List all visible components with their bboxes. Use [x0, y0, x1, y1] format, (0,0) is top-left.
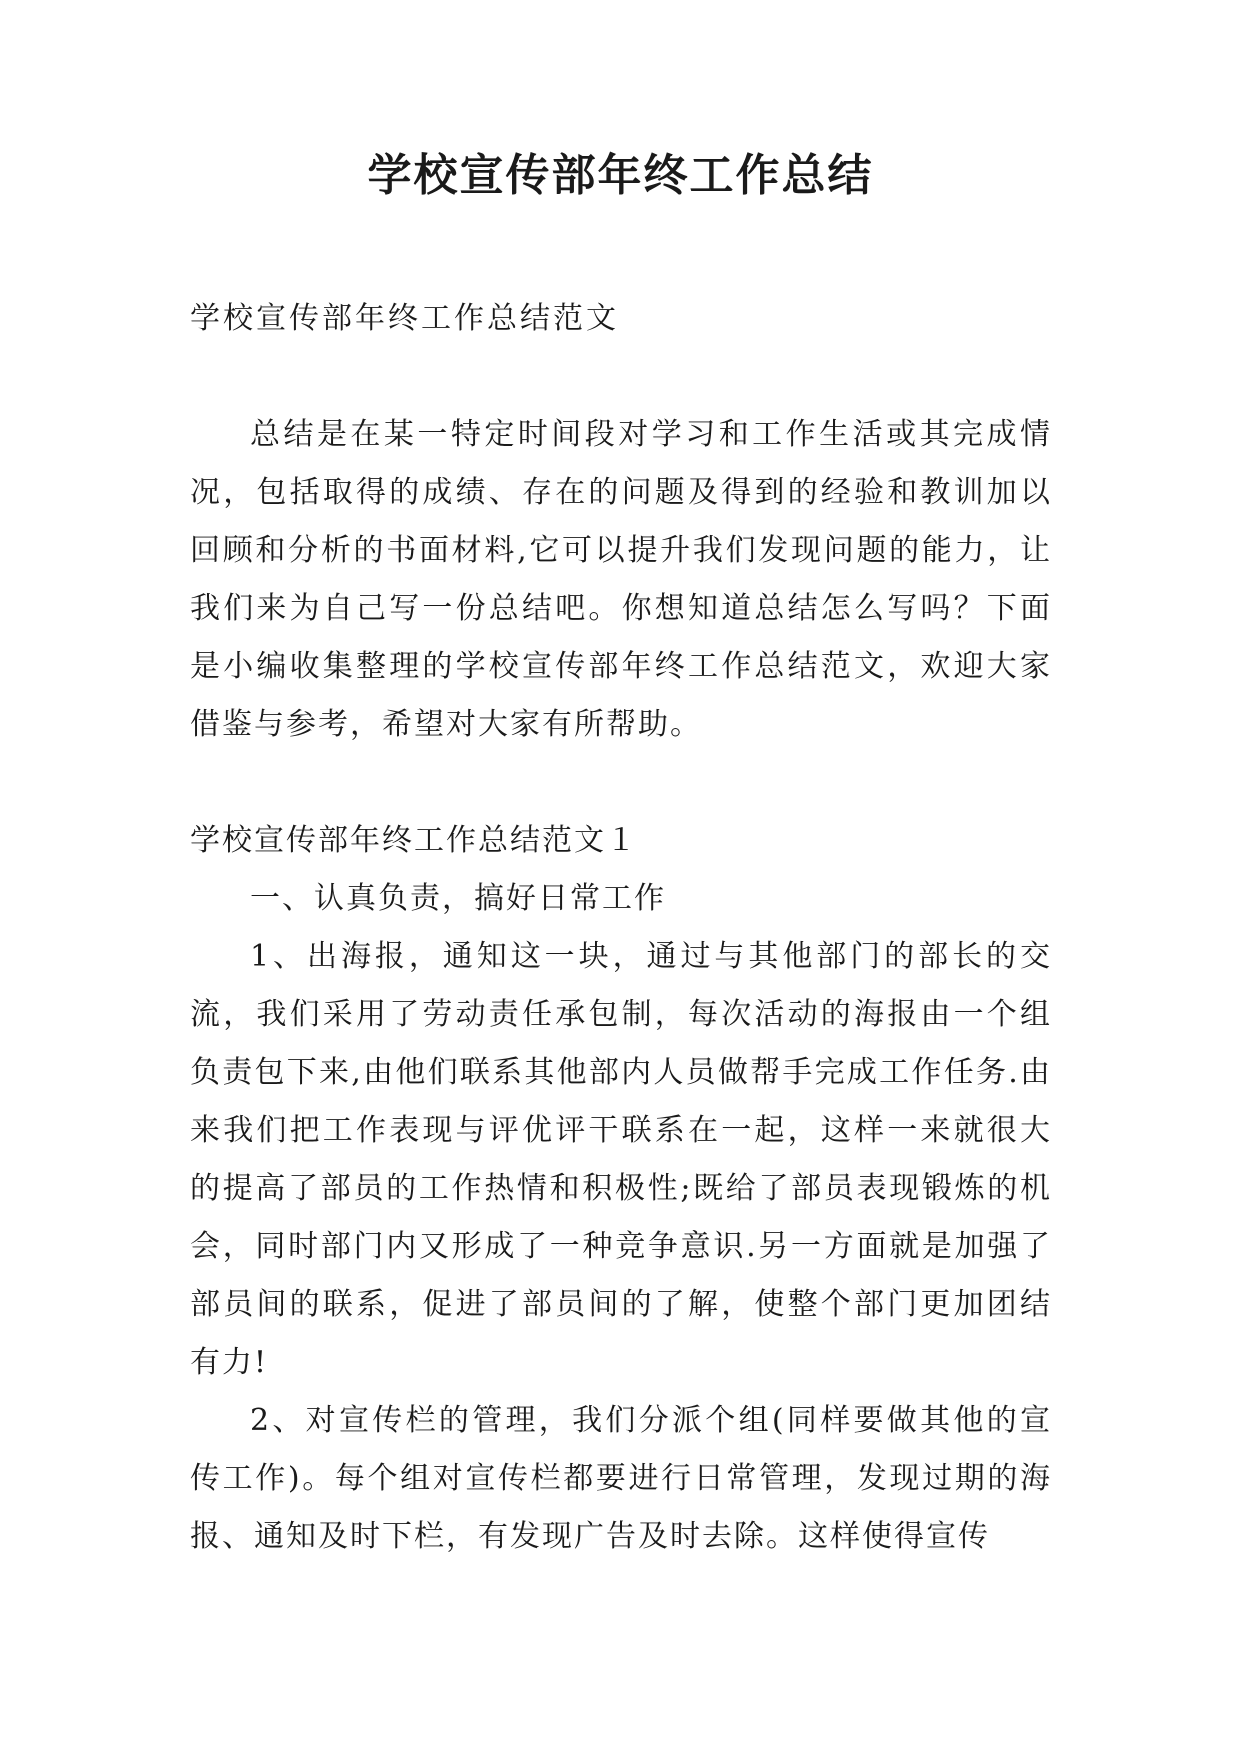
document-subtitle: 学校宣传部年终工作总结范文: [190, 301, 619, 336]
document-body: [190, 290, 1052, 1566]
spacer: [190, 754, 1052, 812]
document-title: 学校宣传部年终工作总结: [367, 150, 874, 201]
spacer: [190, 348, 1052, 406]
section-heading: 学校宣传部年终工作总结范文１: [190, 823, 638, 858]
body-paragraph-1: 1、出海报，通知这一块，通过与其他部门的部长的交流，我们采用了劳动责任承包制，每次活动的海报由一个组负责包下来,由他们联系其他部内人员做帮手完成工作任务.由来我们把工作表现与评优评干联系在一起，这样一来就很大的提高了部员的工作热情和积极性;既给了部员表现锻炼的机会，同时部门内又形成了一种竞争意识.另一方面就是加强了部员间的联系，促进了部员间的了解，使整个部门更加团结有力!: [190, 939, 1052, 1380]
item-heading: 一、认真负责，搞好日常工作: [250, 881, 666, 916]
body-paragraph-2: 2、对宣传栏的管理，我们分派个组(同样要做其他的宣传工作)。每个组对宣传栏都要进行日常管理，发现过期的海报、通知及时下栏，有发现广告及时去除。这样使得宣传: [190, 1403, 1052, 1554]
intro-paragraph: 总结是在某一特定时间段对学习和工作生活或其完成情况，包括取得的成绩、存在的问题及得到的经验和教训加以回顾和分析的书面材料,它可以提升我们发现问题的能力，让我们来为自己写一份总结吧。你想知道总结怎么写吗？下面是小编收集整理的学校宣传部年终工作总结范文，欢迎大家借鉴与参考，希望对大家有所帮助。: [190, 417, 1052, 742]
